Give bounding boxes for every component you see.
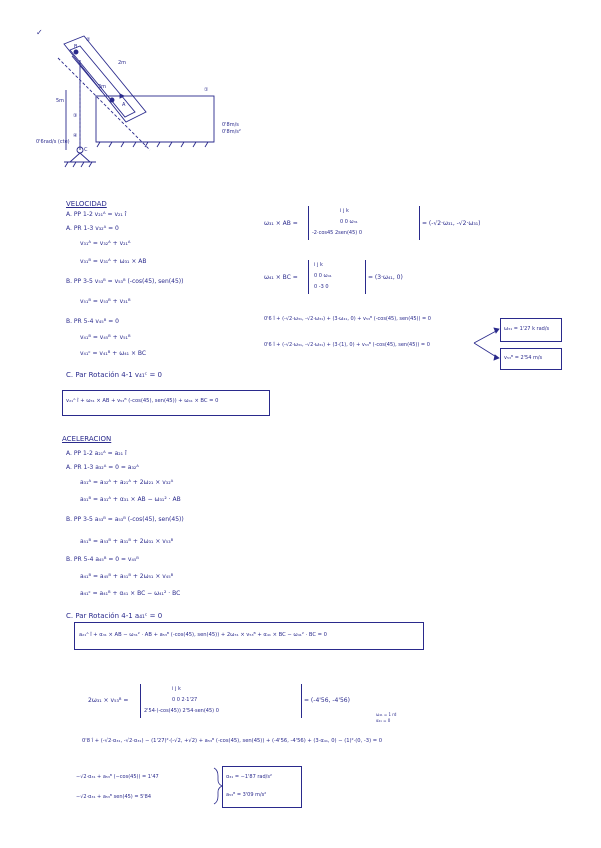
acc-line-4: a₃₁ᴮ = a₃₁ᴬ + α₃₁ × AB − ω₃₁² · AB	[80, 496, 181, 503]
acc-line-7: B. PR 5-4 a₄₅ᴮ = 0 = v₄₅ᴮ	[66, 556, 139, 563]
vel-line-2: A. PR 1-3 v₃₂ᴬ = 0	[66, 225, 119, 232]
label-a: A	[122, 102, 126, 108]
vel-line-4: v₃₁ᴮ = v₃₁ᴬ + ω₃₁ × AB	[80, 258, 147, 265]
label-4: ④	[73, 133, 78, 139]
aceleracion-heading: ACELERACION	[62, 435, 112, 443]
acc-line-6: a₅₁ᴮ = a₅₃ᴮ + a₃₁ᴮ + 2ω₃₁ × v₅₃ᴮ	[80, 538, 174, 545]
bottom-note-1: ω₄₁ = 1 rd	[376, 712, 397, 717]
cross2-result: = (3·ω₄₁, 0)	[368, 274, 403, 281]
bottom-cross-row3: 2'54·(-cos(45)) 2'54·sen(45) 0	[144, 708, 219, 714]
cross2-row2: 0 0 ω₄₁	[314, 273, 332, 279]
cross2-row1: i j k	[314, 262, 323, 268]
vel-line-6: v₅₁ᴮ = v₅₃ᴮ + v₃₁ᴮ	[80, 298, 131, 305]
vel-line-5: B. PP 3-5 v₅₃ᴮ = v₅₃ᴮ (-cos(45), sen(45))	[66, 278, 184, 285]
acc-line-1: A. PP 1-2 a₂₁ᴬ = a₂₁ î	[66, 450, 127, 457]
vel-line-8: v₄₁ᴮ = v₄₅ᴮ + v₅₁ᴮ	[80, 334, 131, 341]
bottom-cross-row2: 0 0 2·1'27	[172, 697, 198, 703]
vel-line-10: C. Par Rotación 4-1 v₄₁ᶜ = 0	[66, 371, 163, 379]
dim-5m: 5m	[56, 98, 65, 104]
label-3: ③	[73, 113, 78, 119]
bottom-cross-row1: i j k	[172, 686, 181, 692]
vel-eq-2: 0'6 î + (-√2·ω₃₁, -√2·ω₃₁) + (3·(1), 0) + v₅₃ᴮ (-cos(45), sen(45)) = 0	[264, 342, 430, 348]
vel-line-9: v₄₁ᶜ = v₄₁ᴮ + ω₄₁ × BC	[80, 350, 147, 357]
vel-line-3: v₃₁ᴬ = v₃₂ᴬ + v₂₁ᴬ	[80, 240, 131, 247]
vel-line-1: A. PP 1-2 v₂₁ᴬ = v₂₁ î	[66, 211, 127, 218]
label-c: C	[84, 147, 88, 153]
acc-line-9: a₄₁ᶜ = a₄₁ᴮ + α₄₁ × BC − ω₄₁² · BC	[80, 590, 181, 597]
cross2-lhs: ω₄₁ × BC =	[264, 274, 298, 281]
bottom-note-2: α₄₁ = 0	[376, 718, 391, 723]
cross1-lhs: ω₃₁ × AB =	[264, 220, 298, 227]
bottom-cross-result: = (-4'56, -4'56)	[304, 697, 350, 704]
omega-acc: 0'8m/s²	[222, 129, 241, 135]
vel-eq-1: 0'6 î + (-√2·ω₃₁, -√2·ω₃₁) + (3·ω₄₁, 0) + v₅₃ᴮ (-cos(45), sen(45)) = 0	[264, 316, 431, 322]
label-2: ②	[86, 37, 91, 43]
acc-line-2: A. PR 1-3 a₃₂ᴬ = 0 = a₃₂ᴬ	[66, 464, 139, 471]
omega-c: 0'6rad/s (cte)	[36, 139, 70, 145]
system-eq-2: −√2·α₃₁ + a₅₃ᴮ sen(45) = 5'84	[76, 794, 152, 800]
label-b: B	[74, 44, 78, 50]
acc-line-3: a₃₁ᴬ = a₃₂ᴬ + a₂₁ᴬ + 2ω₂₁ × v₃₂ᴬ	[80, 479, 174, 486]
acc-boxed-text: a₂₁ᴬ î + α₃₁ × AB − ω₃₁² · AB + a₅₃ᴮ (-cos(45), sen(45)) + 2ω₃₁ × v₅₃ᴮ + α₄₁ × BC − ω₄₁² · BC = 0	[79, 632, 327, 638]
acc-line-10: C. Par Rotación 4-1 a₄₁ᶜ = 0	[66, 612, 163, 620]
acc-line-5: B. PP 3-5 a₅₃ᴮ = a₅₃ᴮ (-cos(45), sen(45))	[66, 516, 184, 523]
cross2-row3: 0 -3 0	[314, 284, 329, 290]
cross1-row3: -2·cos45 2sen(45) 0	[312, 230, 363, 236]
vel-line-7: B. PR 5-4 v₄₅ᴮ = 0	[66, 318, 119, 325]
system-eq-1: −√2·α₃₁ + a₅₃ᴮ (−cos(45)) = 1'47	[76, 774, 159, 780]
acc-line-8: a₄₁ᴮ = a₄₅ᴮ + a₅₁ᴮ + 2ω₅₁ × v₄₅ᴮ	[80, 573, 174, 580]
bottom-equation: 0'8 î + (-√2·α₃₁, -√2·α₃₁) − (1'27)²·(-√2, +√2) + a₅₃ᴮ (-cos(45), sen(45)) + (-4'56, -4'56) + (3·α₄₁, 0) − (1)²·(0, -3) = 0	[82, 738, 383, 744]
dim-3m: 3m	[98, 84, 107, 90]
dim-2m: 2m	[118, 60, 127, 66]
acc-result-1: α₃₁ = −1'87 rad/s²	[226, 774, 272, 780]
acc-results-box	[222, 766, 302, 808]
cross1-result: = (-√2·ω₃₁, -√2·ω₃₁)	[422, 220, 481, 227]
omega-vel: 0'8m/s	[222, 122, 239, 128]
vel-result-1-text: ω₃₁ = 1'27 k rad/s	[504, 326, 550, 332]
velocidad-heading: VELOCIDAD	[66, 200, 107, 208]
checkmark: ✓	[36, 28, 43, 37]
acc-result-2: a₅₃ᴮ = 3'09 m/s²	[226, 792, 267, 798]
cross1-row2: 0 0 ω₃₁	[340, 219, 358, 225]
cross1-row1: i j k	[340, 208, 349, 214]
bottom-cross-lhs: 2ω₃₁ × v₅₃ᴮ =	[88, 697, 129, 704]
label-1: ①	[204, 87, 209, 93]
vel-boxed-text: v₂₁ᴬ î + ω₃₁ × AB + v₅₃ᴮ (-cos(45), sen(45)) + ω₄₁ × BC = 0	[66, 398, 219, 404]
vel-result-2-text: v₅₃ᴮ = 2'54 m/s	[504, 355, 543, 361]
